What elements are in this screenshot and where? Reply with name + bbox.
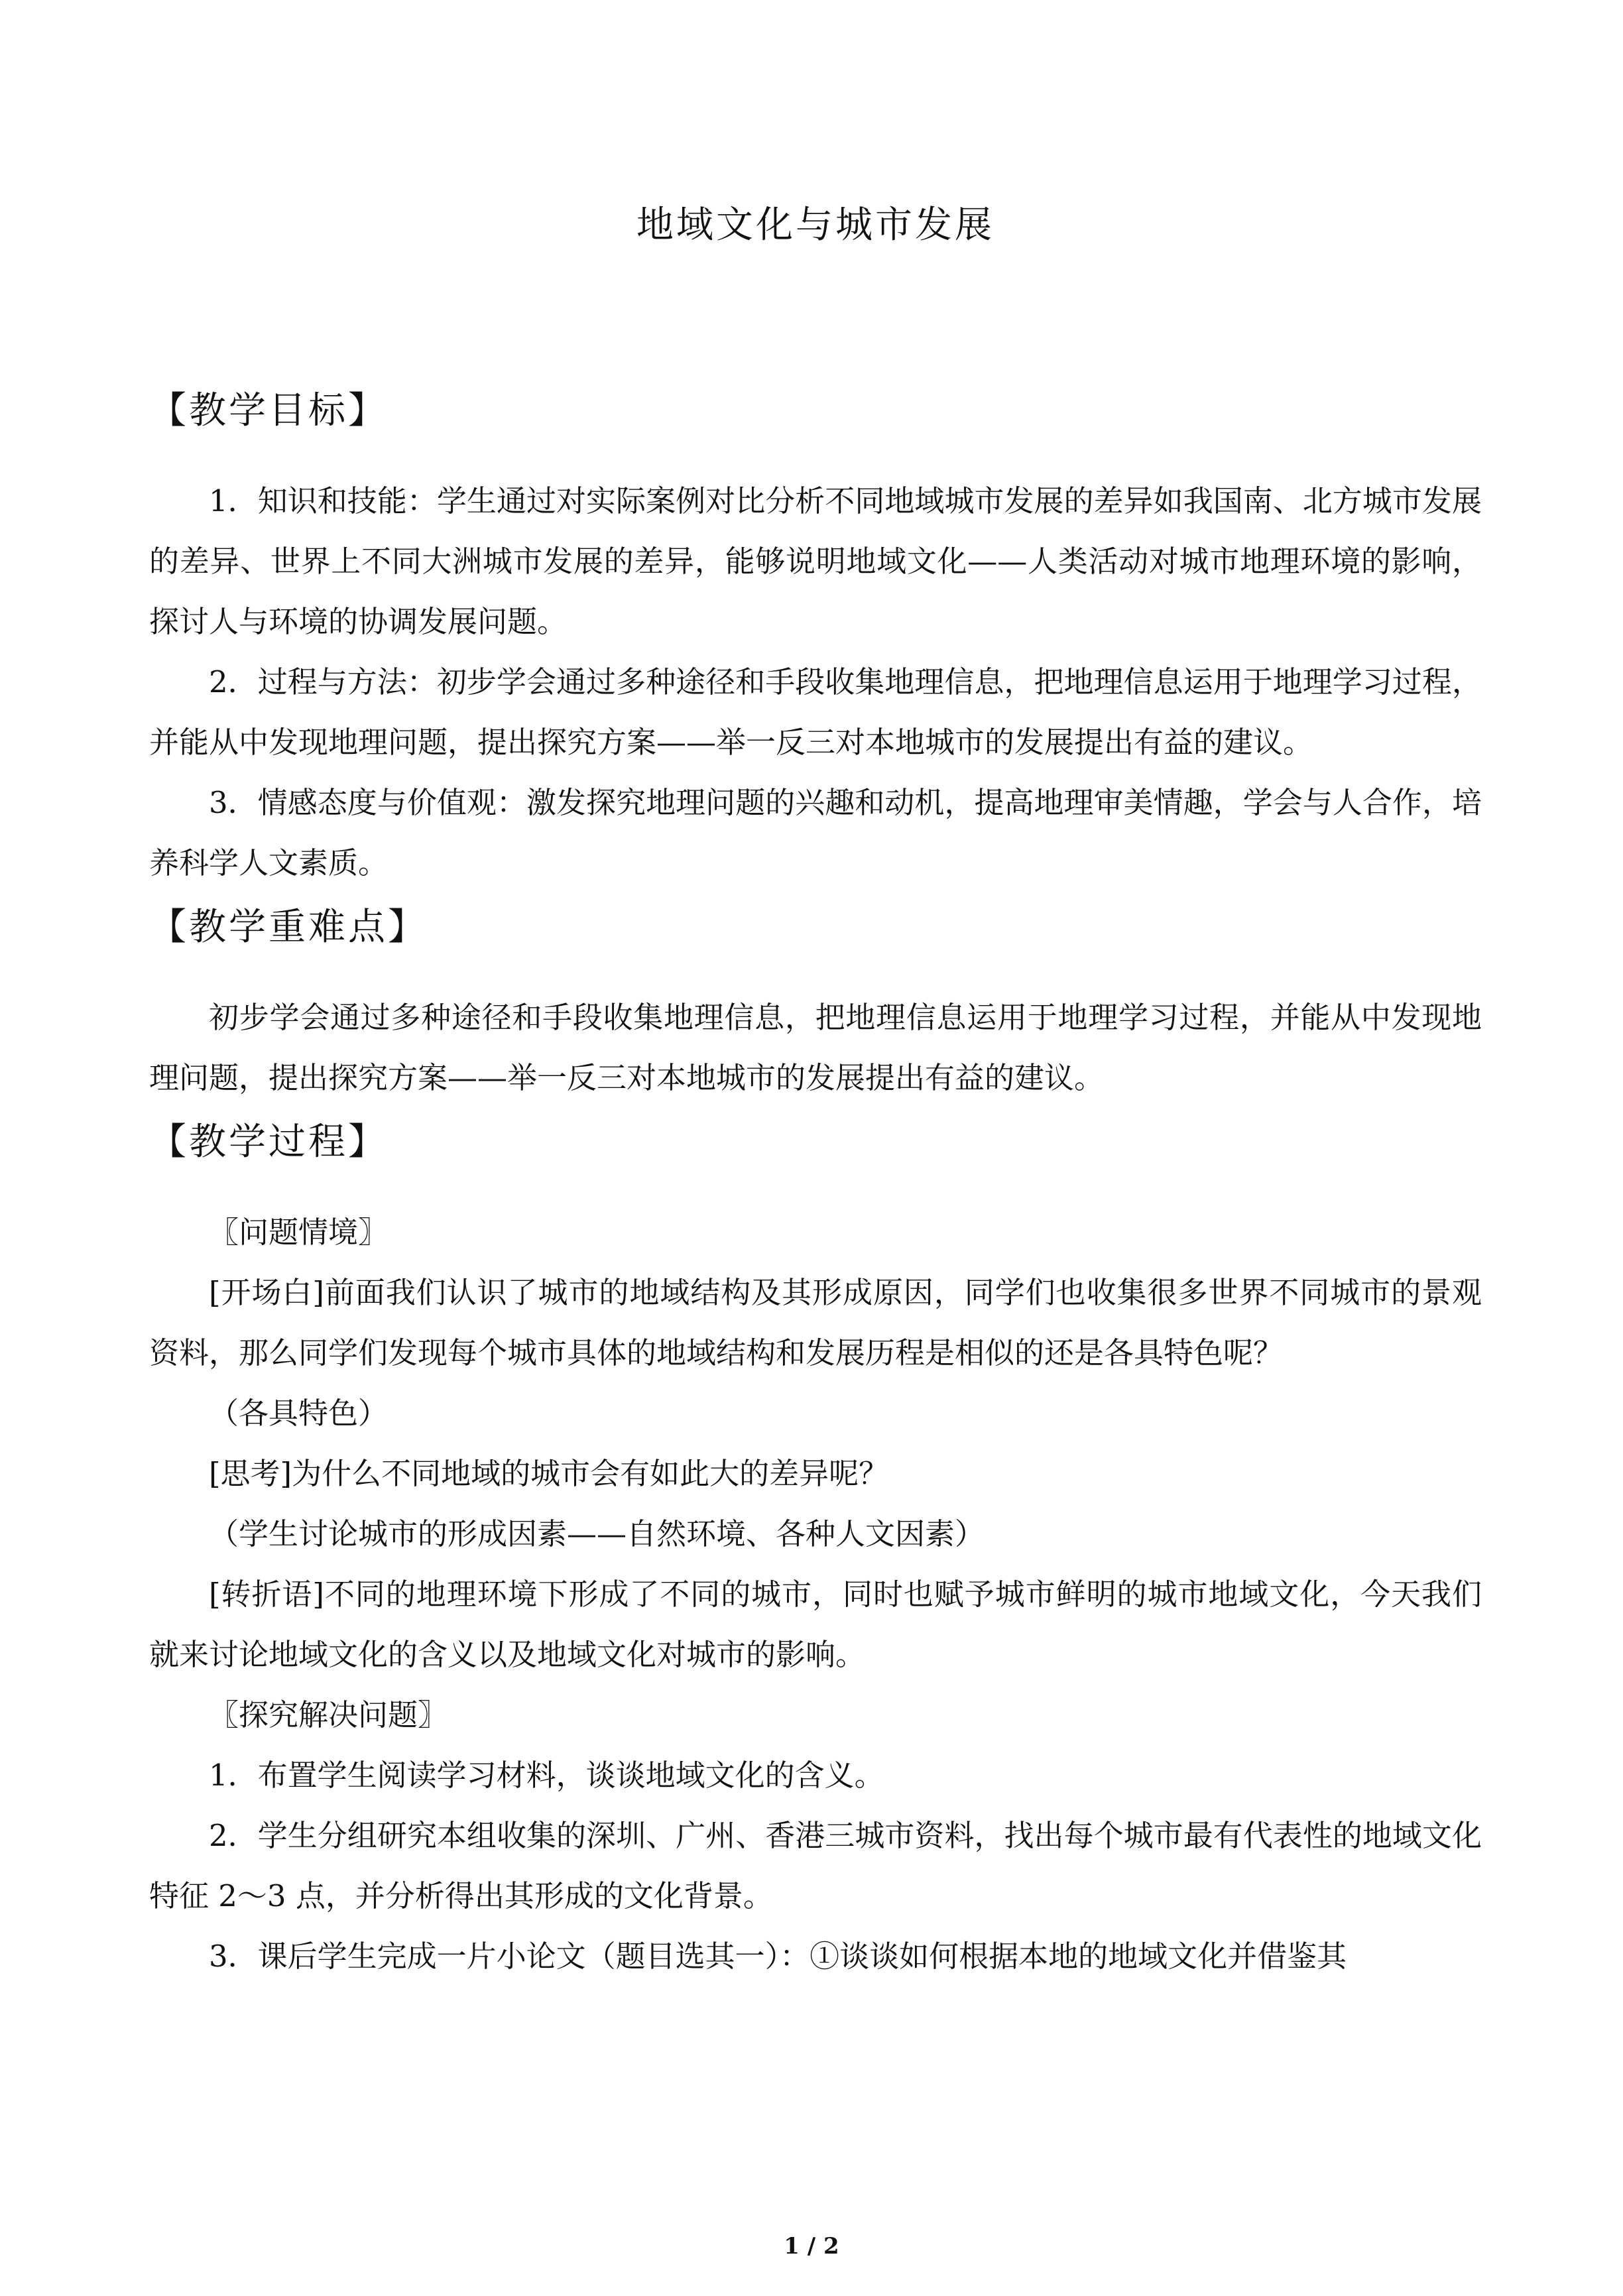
paragraph: （学生讨论城市的形成因素——自然环境、各种人文因素） bbox=[209, 1516, 985, 1551]
paragraph: 1．布置学生阅读学习材料，谈谈地域文化的含义。 bbox=[209, 1758, 884, 1793]
paragraph: [转折语]不同的地理环境下形成了不同的城市，同时也赋予城市鲜明的城市地域文化，今天我们就来讨论地域文化的含义以及地域文化对城市的影响。 bbox=[149, 1577, 1482, 1672]
page-number: 1 / 2 bbox=[784, 2233, 839, 2260]
paragraph: 〖探究解决问题〗 bbox=[209, 1697, 448, 1732]
paragraph: 初步学会通过多种途径和手段收集地理信息，把地理信息运用于地理学习过程，并能从中发现地理问题，提出探究方案——举一反三对本地城市的发展提出有益的建议。 bbox=[149, 1000, 1482, 1095]
paragraph: 〖问题情境〗 bbox=[209, 1215, 389, 1250]
section-heading: 【教学目标】 bbox=[149, 389, 388, 432]
section-key-points bbox=[149, 901, 1482, 1108]
page-title: 地域文化与城市发展 bbox=[636, 204, 994, 247]
paragraph: 3．课后学生完成一片小论文（题目选其一）：①谈谈如何根据本地的地域文化并借鉴其 bbox=[209, 1939, 1347, 1974]
paragraph: 1．知识和技能：学生通过对实际案例对比分析不同地域城市发展的差异如我国南、北方城市发展的差异、世界上不同大洲城市发展的差异，能够说明地域文化——人类活动对城市地理环境的影响，探讨人与环境的协调发展问题。 bbox=[149, 483, 1482, 639]
paragraph: （各具特色） bbox=[209, 1396, 389, 1431]
paragraph: [思考]为什么不同地域的城市会有如此大的差异呢？ bbox=[209, 1456, 889, 1491]
section-objectives bbox=[149, 385, 1482, 893]
paragraph: 2．学生分组研究本组收集的深圳、广州、香港三城市资料，找出每个城市最有代表性的地域文化特征 2～3 点，并分析得出其形成的文化背景。 bbox=[149, 1818, 1482, 1913]
section-heading: 【教学重难点】 bbox=[149, 906, 428, 949]
paragraph: 2．过程与方法：初步学会通过多种途径和手段收集地理信息，把地理信息运用于地理学习过程，并能从中发现地理问题，提出探究方案——举一反三对本地城市的发展提出有益的建议。 bbox=[149, 664, 1482, 760]
section-process bbox=[149, 1116, 1482, 1986]
section-heading: 【教学过程】 bbox=[149, 1120, 388, 1164]
document-body bbox=[149, 199, 1482, 1994]
paragraph: [开场白]前面我们认识了城市的地域结构及其形成原因，同学们也收集很多世界不同城市的景观资料，那么同学们发现每个城市具体的地域结构和发展历程是相似的还是各具特色呢？ bbox=[149, 1275, 1482, 1370]
paragraph: 3．情感态度与价值观：激发探究地理问题的兴趣和动机，提高地理审美情趣，学会与人合作，培养科学人文素质。 bbox=[149, 785, 1482, 880]
